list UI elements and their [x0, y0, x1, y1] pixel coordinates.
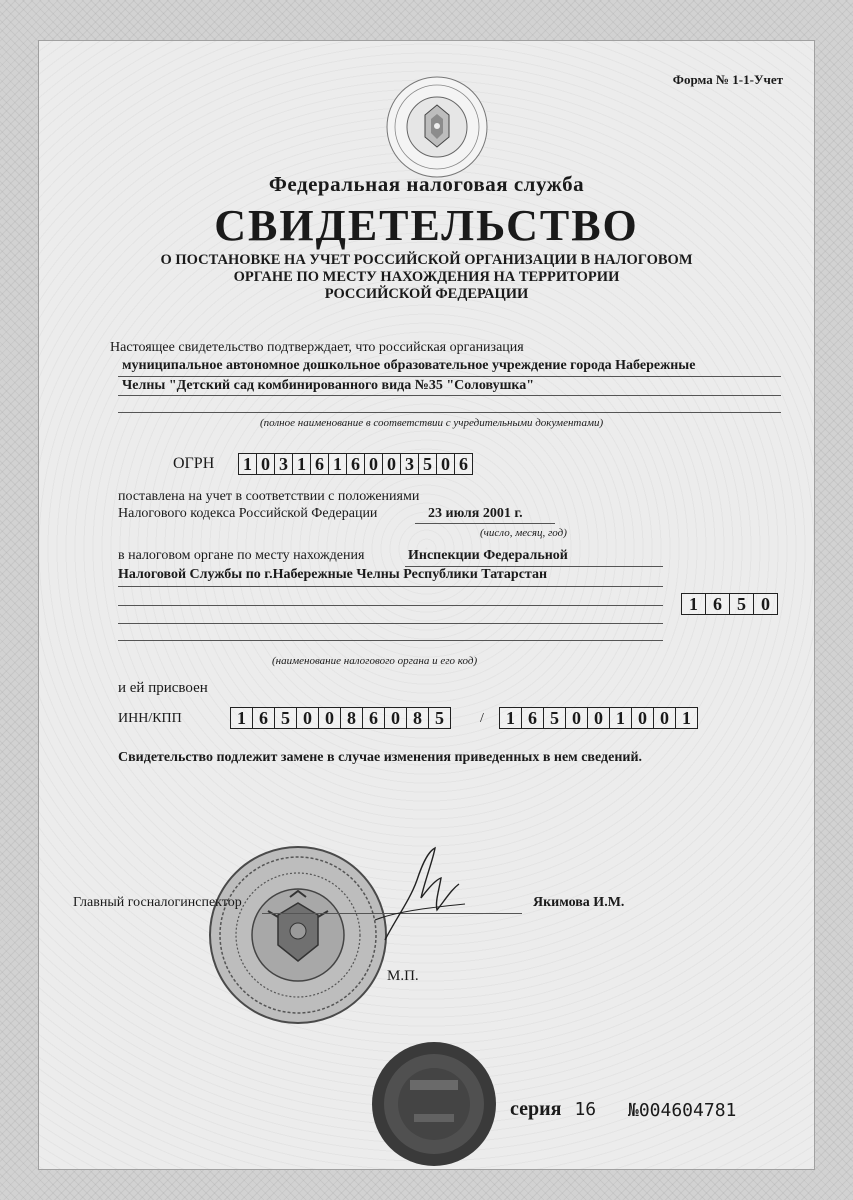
- tax-office-code-digit: 5: [729, 593, 754, 615]
- ogrn-cells: [238, 453, 473, 475]
- inn-digit: 5: [428, 707, 451, 729]
- inspector-name: Якимова И.М.: [533, 895, 625, 910]
- inn-kpp-separator: /: [480, 711, 484, 726]
- registration-date: 23 июля 2001 г.: [428, 506, 523, 521]
- kpp-cells: [499, 707, 698, 729]
- stamp-place-label: М.П.: [387, 968, 419, 984]
- inn-kpp-label: ИНН/КПП: [118, 711, 182, 726]
- org-name-line-2: Челны "Детский сад комбинированного вида №35 "Соловушка": [122, 378, 535, 393]
- ogrn-digit: 0: [436, 453, 455, 475]
- tax-service-emblem-icon: [385, 75, 489, 179]
- inn-digit: 0: [318, 707, 341, 729]
- ogrn-digit: 0: [382, 453, 401, 475]
- inn-digit: 0: [384, 707, 407, 729]
- tax-office-caption: (наименование налогового органа и его код): [272, 655, 478, 667]
- kpp-digit: 0: [631, 707, 654, 729]
- series-group: [510, 1098, 596, 1121]
- subtitle-line: О ПОСТАНОВКЕ НА УЧЕТ РОССИЙСКОЙ ОРГАНИЗАЦИИ В НАЛОГОВОМ: [160, 252, 693, 268]
- ogrn-digit: 1: [292, 453, 311, 475]
- inn-cells: [230, 707, 451, 729]
- org-name-line-1: муниципальное автономное дошкольное образовательное учреждение города Набережные: [122, 358, 696, 373]
- ogrn-digit: 1: [328, 453, 347, 475]
- org-name-underline-3: [118, 412, 781, 413]
- agency-name: Федеральная налоговая служба: [268, 172, 585, 196]
- series-value: 16: [574, 1099, 597, 1120]
- kpp-digit: 1: [609, 707, 632, 729]
- date-underline: [415, 523, 555, 524]
- form-number: Форма № 1-1-Учет: [672, 72, 783, 87]
- org-name-underline-2: [118, 395, 781, 396]
- kpp-digit: 6: [521, 707, 544, 729]
- tax-office-name-line-2: Налоговой Службы по г.Набережные Челны Республики Татарстан: [118, 567, 548, 582]
- inn-digit: 0: [296, 707, 319, 729]
- intro-text: Настоящее свидетельство подтверждает, что российская организация: [110, 340, 524, 355]
- tax-office-intro: в налоговом органе по месту нахождения: [118, 548, 365, 563]
- tax-office-name-line-1: Инспекции Федеральной: [408, 548, 568, 563]
- subtitle-line: РОССИЙСКОЙ ФЕДЕРАЦИИ: [324, 286, 529, 302]
- ogrn-digit: 5: [418, 453, 437, 475]
- date-caption: (число, месяц, год): [480, 527, 567, 539]
- ogrn-digit: 6: [454, 453, 473, 475]
- org-name-underline-1: [118, 376, 781, 377]
- kpp-digit: 1: [499, 707, 522, 729]
- inn-digit: 5: [274, 707, 297, 729]
- inn-digit: 6: [362, 707, 385, 729]
- tax-office-underline-2: [118, 586, 663, 587]
- kpp-digit: 1: [675, 707, 698, 729]
- ogrn-digit: 3: [400, 453, 419, 475]
- ogrn-label: ОГРН: [173, 455, 215, 472]
- ogrn-digit: 1: [238, 453, 257, 475]
- kpp-digit: 0: [587, 707, 610, 729]
- tax-office-underline-5: [118, 640, 663, 641]
- ogrn-digit: 6: [310, 453, 329, 475]
- ogrn-digit: 6: [346, 453, 365, 475]
- tax-office-code-digit: 1: [681, 593, 706, 615]
- tax-office-code-cells: [681, 593, 778, 615]
- document-subtitle: [110, 252, 743, 303]
- document-title: СВИДЕТЕЛЬСТВО: [214, 201, 639, 250]
- inn-digit: 6: [252, 707, 275, 729]
- hologram-stamp-icon: [370, 1040, 498, 1168]
- serial-number: №004604781: [628, 1100, 737, 1121]
- handwritten-signature-icon: [355, 840, 495, 950]
- org-name-caption: (полное наименование в соответствии с учредительными документами): [260, 417, 604, 429]
- tax-office-underline-3: [118, 605, 663, 606]
- registered-text-1: поставлена на учет в соответствии с положениями: [118, 489, 420, 504]
- ogrn-digit: 0: [256, 453, 275, 475]
- ogrn-digit: 3: [274, 453, 293, 475]
- inspector-title: Главный госналогинспектор: [73, 895, 242, 910]
- replacement-notice: Свидетельство подлежит замене в случае изменения приведенных в нем сведений.: [118, 750, 643, 765]
- assigned-text: и ей присвоен: [118, 680, 208, 696]
- registered-text-2: Налогового кодекса Российской Федерации: [118, 506, 378, 521]
- kpp-digit: 0: [653, 707, 676, 729]
- kpp-digit: 0: [565, 707, 588, 729]
- kpp-digit: 5: [543, 707, 566, 729]
- tax-office-code-digit: 0: [753, 593, 778, 615]
- ogrn-digit: 0: [364, 453, 383, 475]
- inn-digit: 1: [230, 707, 253, 729]
- series-label: серия: [510, 1098, 562, 1120]
- subtitle-line: ОРГАНЕ ПО МЕСТУ НАХОЖДЕНИЯ НА ТЕРРИТОРИИ: [233, 269, 620, 285]
- tax-office-code-digit: 6: [705, 593, 730, 615]
- inn-digit: 8: [406, 707, 429, 729]
- inn-digit: 8: [340, 707, 363, 729]
- tax-office-underline-4: [118, 623, 663, 624]
